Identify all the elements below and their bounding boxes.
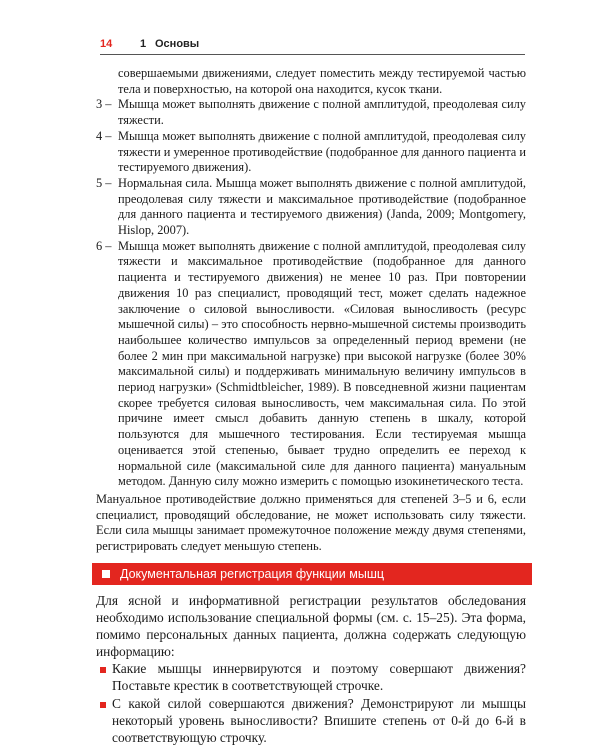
- bullet-text: С какой силой совершаются движения? Демонстрируют ли мышцы некоторый уровень выносливости? Впишите степень от 0-й до 6-й в соответствующую строчку.: [112, 696, 526, 746]
- chapter-title: Основы: [155, 38, 200, 50]
- grade-item-4: [96, 129, 526, 176]
- header-divider: [100, 54, 525, 55]
- section-body: [96, 593, 526, 747]
- section-square-icon: [102, 570, 110, 578]
- grade-text: Мышца может выполнять движение с полной амплитудой, преодолевая силу тяжести и максимальное противодействие (подобранное для данного пациента и тестируемого движения) не менее 10 раз. При повторении движения 10 раз специалист, проводящий тест, может сделать надежное заключение о силовой выносливости. «Силовая выносливость (ресурс мышечной силы) – это способность нервно-мышечной системы производить наибольшее количество импульсов за определенный период времени (не более 2 мин при максимальной нагрузке) при высокой нагрузке (более 30% максимальной силы) и поддерживать минимальную величину импульсов в период нагрузки» (Schmidtbleicher, 1989). В повседневной жизни пациентам скорее требуется силовая выносливость, чем максимальная сила. По этой причине имеет смысл добавить данную степень в шкалу, которой пользуются для мышечного тестирования. Если тестируемая мышца оценивается этой степенью, бывает трудно определить ее переход к нормальной силе (максимальной силе для данного пациента) мануальным методом. Данную силу можно измерить с помощью изокинетического теста.: [118, 238, 526, 489]
- bullet-text: Какие мышцы иннервируются и поэтому совершают движения? Поставьте крестик в соответствующей строчке.: [112, 661, 526, 694]
- bullet-square-icon: [100, 667, 106, 673]
- grade-number: 4 –: [96, 128, 112, 143]
- page-number: 14: [100, 38, 113, 50]
- grade-number: 6 –: [96, 238, 112, 253]
- grade-text: Мышца может выполнять движение с полной амплитудой, преодолевая силу тяжести.: [118, 97, 526, 128]
- bullet-item: [96, 661, 526, 695]
- grade-item-3: [96, 97, 526, 128]
- grade-item-5: [96, 176, 526, 239]
- running-header: [100, 38, 520, 54]
- chapter-number: 1: [140, 38, 147, 50]
- grade-text: Нормальная сила. Мышца может выполнять движение с полной амплитудой, преодолевая силу тяжести и максимальное противодействие (подобранное для данного пациента и тестируемого движения) (Janda, 2009; Montgomery, Hislop, 2007).: [118, 175, 526, 238]
- grade-number: 3 –: [96, 97, 112, 112]
- section-paragraph: Для ясной и информативной регистрации результатов обследования необходимо использование специальной формы (см. с. 15–25). Эта форма, помимо персональных данных пациента, должна содержать следующую информацию:: [96, 592, 526, 659]
- manual-resistance-paragraph: Мануальное противодействие должно применяться для степеней 3–5 и 6, если специалист, проводящий обследование, не может использовать силу тяжести. Если сила мышцы занимает промежуточное положение между двумя степенями, регистрировать следует меньшую степень.: [96, 491, 526, 554]
- grade-text: Мышца может выполнять движение с полной амплитудой, преодолевая силу тяжести и умеренное противодействие (подобранное для данного пациента и тестируемого движения).: [118, 128, 526, 175]
- page-body: [96, 66, 526, 747]
- bullet-item: [96, 696, 526, 747]
- grade-item-6: [96, 239, 526, 490]
- section-title: Документальная регистрация функции мышц: [120, 566, 385, 581]
- section-heading-bar: [92, 563, 532, 585]
- bullet-square-icon: [100, 702, 106, 708]
- grade-number: 5 –: [96, 175, 112, 190]
- continued-paragraph: совершаемыми движениями, следует поместить между тестируемой частью тела и поверхностью, на которой она находится, кусок ткани.: [118, 66, 526, 96]
